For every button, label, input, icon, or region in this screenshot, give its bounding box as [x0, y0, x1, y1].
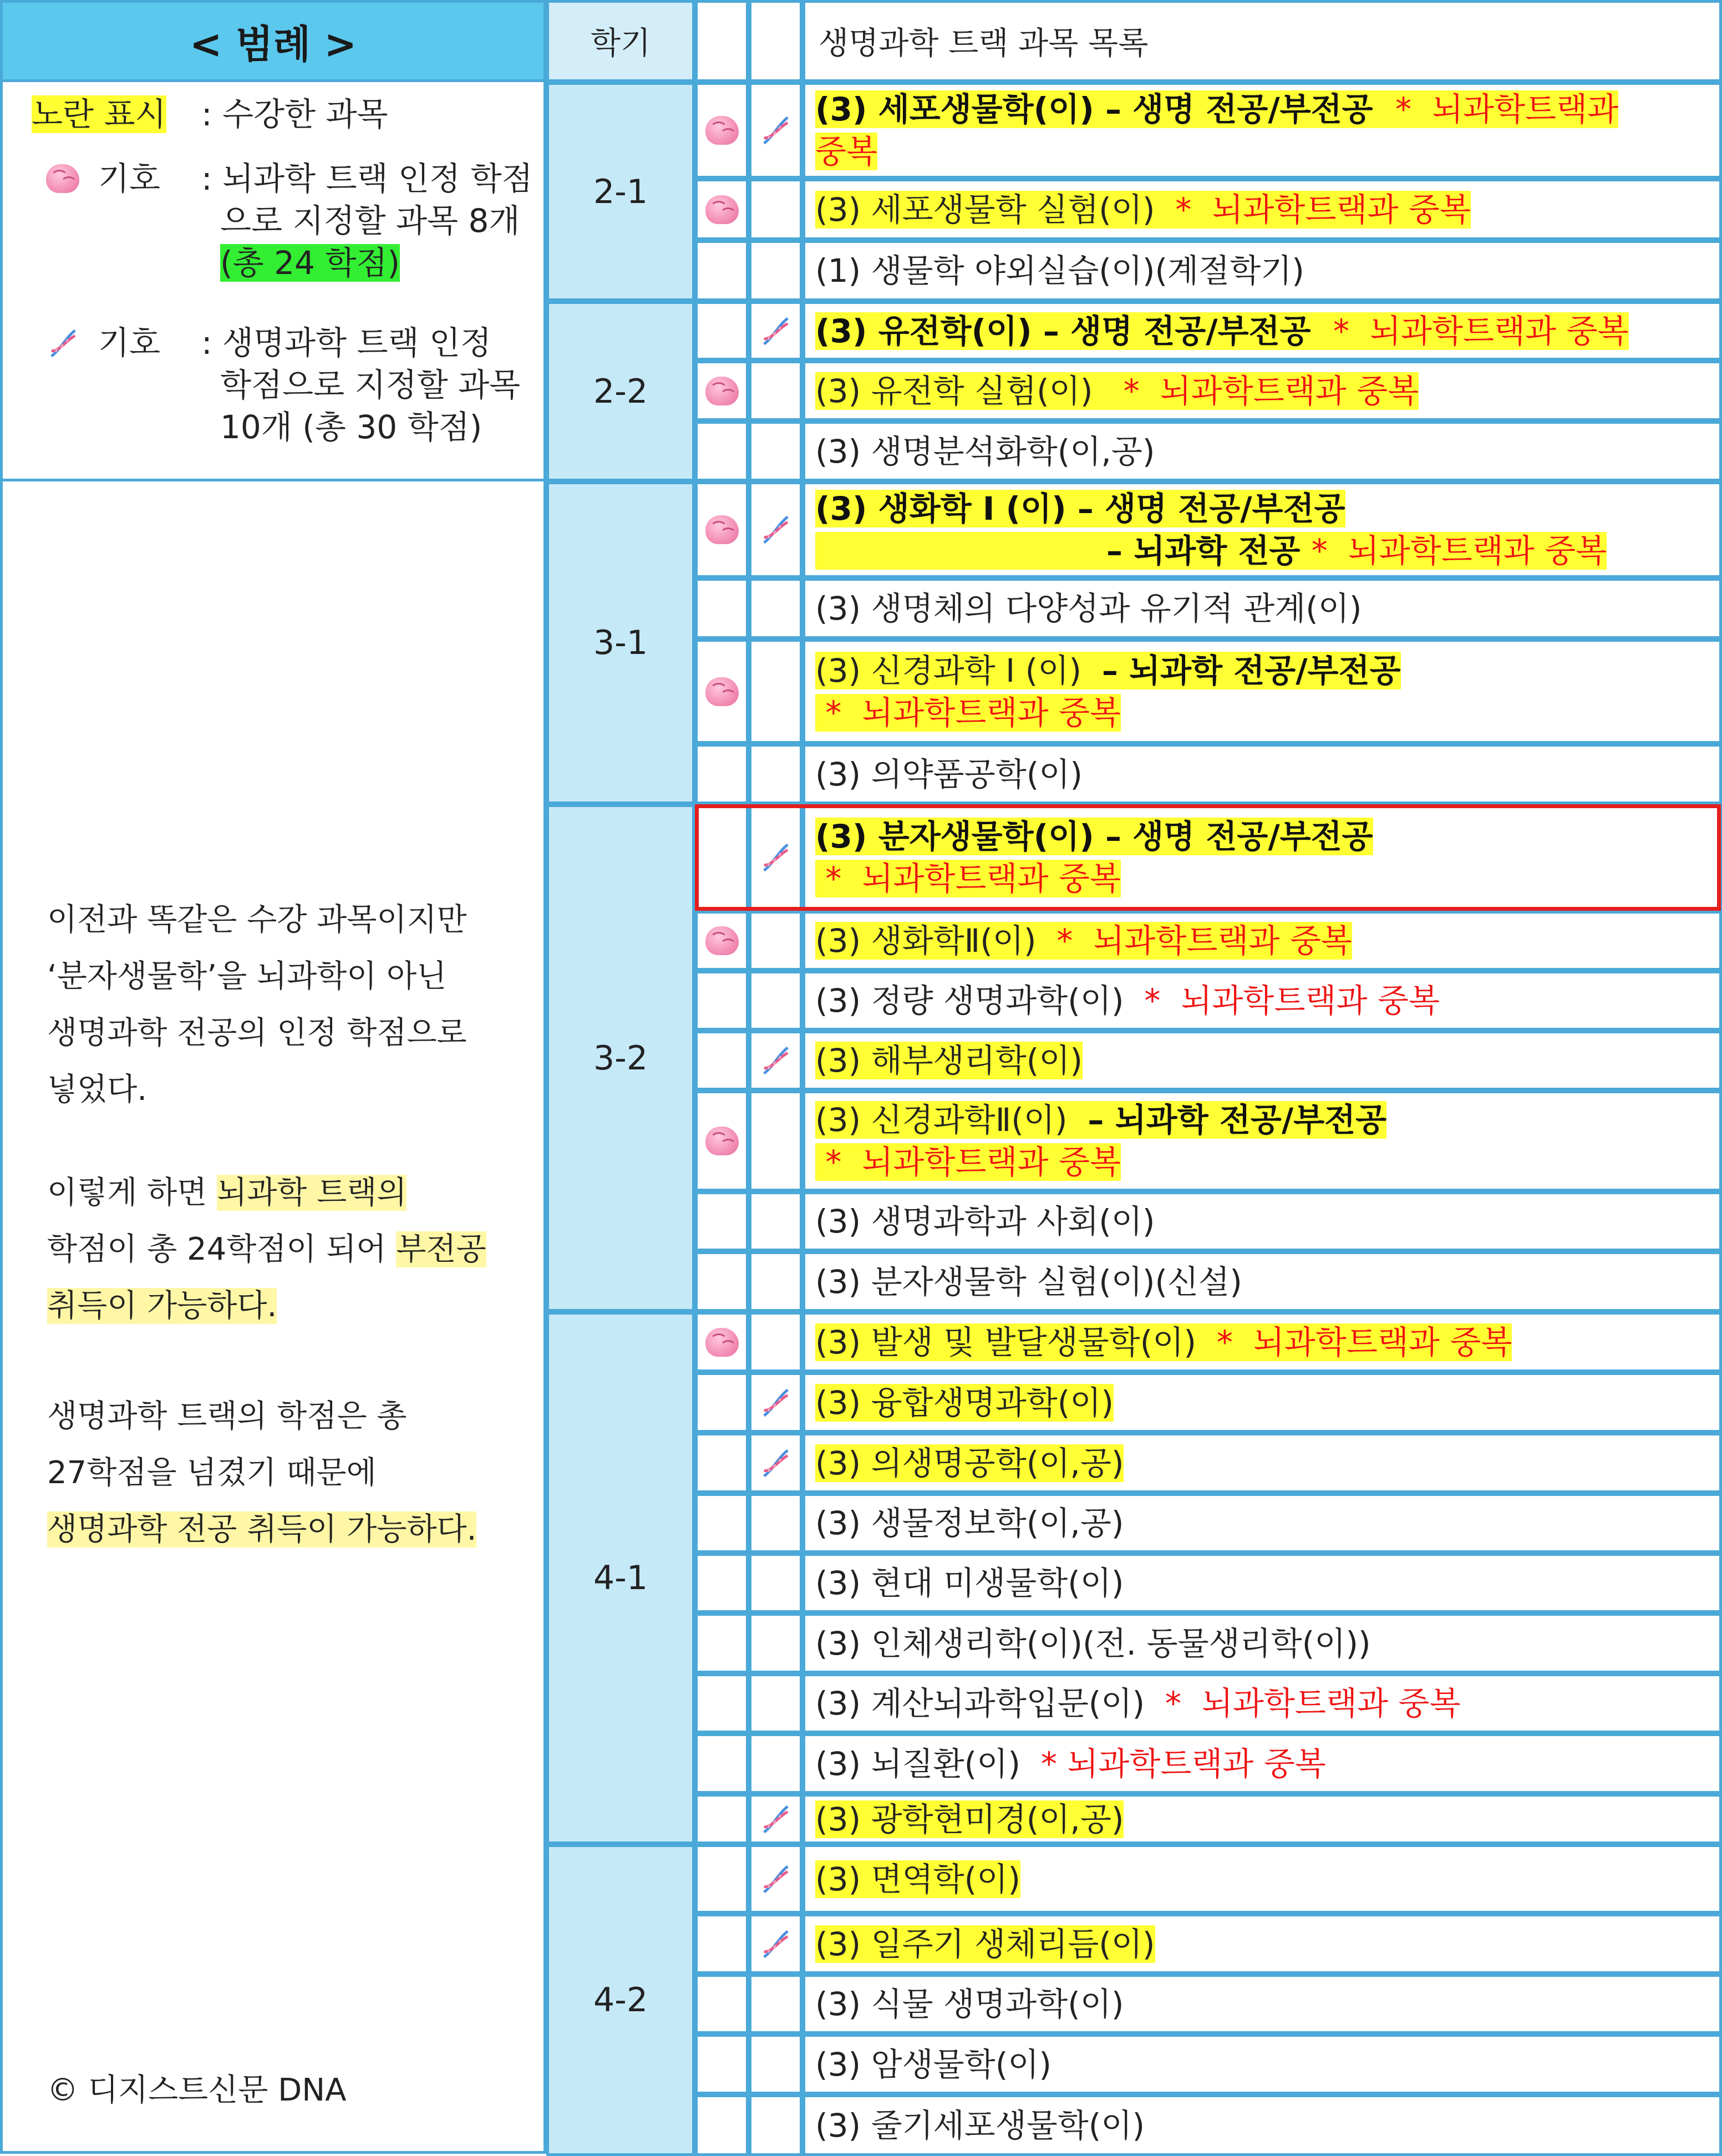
course-row — [802, 1974, 1722, 2034]
note-paragraph-1: 이전과 똑같은 수강 과목이지만 ‘분자생물학’을 뇌과학이 아닌 생명과학 전공의 인정 학점으로 넣었다. — [47, 902, 467, 1108]
course-name: – 뇌과학 전공/부전공 — [1101, 651, 1401, 689]
brain-mark-cell — [695, 361, 749, 421]
legend-brain-desc: : 뇌과학 트랙 인정 학점 으로 지정할 과목 8개 (총 24 학점) — [201, 160, 533, 282]
course-row — [802, 639, 1722, 744]
course-name: – 뇌과학 전공 — [815, 532, 1312, 570]
legend-yellow-desc: : 수강한 과목 — [201, 95, 388, 133]
notes-panel — [0, 481, 546, 2154]
dna-mark-cell — [749, 1673, 802, 1733]
course-row — [802, 1794, 1722, 1844]
semester-cell: 4-2 — [546, 1844, 695, 2156]
legend-panel — [0, 82, 546, 481]
course-name: (3) 줄기세포생물학(이) — [815, 2106, 1145, 2144]
course-line — [815, 2043, 1719, 2086]
course-name: (3) 융합생명과학(이) — [815, 1383, 1114, 1422]
course-name: (3) 생명과학과 사회(이) — [815, 1203, 1155, 1240]
course-row — [802, 1844, 1722, 1914]
course-name: (3) 유전학(이) – 생명 전공/부전공 — [815, 312, 1334, 350]
course-name: (3) 세포생물학(이) – 생명 전공/부전공 — [815, 90, 1396, 128]
course-line — [815, 650, 1719, 692]
course-line — [815, 1141, 1719, 1183]
dna-mark-cell — [749, 1844, 802, 1914]
brain-icon — [46, 164, 79, 193]
overlap-note: * 뇌과학트랙과 중복 — [1165, 1685, 1461, 1722]
semester-cell: 2-1 — [546, 82, 695, 301]
course-name: (3) 인체생리학(이)(전. 동물생리학(이)) — [815, 1624, 1371, 1662]
course-line — [815, 130, 1719, 173]
course-line — [815, 430, 1719, 473]
overlap-note: * 뇌과학트랙과 중복 — [1216, 1323, 1512, 1361]
dna-mark-cell — [749, 301, 802, 361]
selected-row-frame — [695, 804, 1721, 911]
course-row — [802, 1914, 1722, 1974]
note-paragraph-3: 생명과학 트랙의 학점은 총 27학점을 넘겼기 때문에 생명과학 전공 취득이 가능하다. — [47, 1398, 477, 1548]
brain-icon — [705, 195, 739, 224]
course-row — [802, 744, 1722, 804]
course-row — [802, 1312, 1722, 1372]
brain-icon — [705, 515, 739, 544]
course-name: (3) 분자생물학 실험(이)(신설) — [815, 1262, 1242, 1301]
dna-mark-cell — [749, 1433, 802, 1493]
course-line — [815, 1039, 1719, 1082]
overlap-note: * 뇌과학트랙과 중복 — [1175, 190, 1471, 229]
course-line — [815, 1622, 1719, 1665]
course-line — [815, 1923, 1719, 1965]
dna-mark-cell — [749, 179, 802, 240]
course-name: (1) 생물학 야외실습(이)(계절학기) — [815, 252, 1304, 290]
course-row — [802, 82, 1722, 179]
course-name: (3) 생명체의 다양성과 유기적 관계(이) — [815, 590, 1362, 627]
dna-mark-cell — [749, 1493, 802, 1553]
course-row — [802, 1191, 1722, 1251]
course-line — [815, 310, 1719, 352]
course-line — [815, 1562, 1719, 1604]
course-name: (3) 생화학Ⅱ(이) — [815, 922, 1057, 960]
brain-mark-cell — [695, 1493, 749, 1553]
dna-mark-cell — [749, 2094, 802, 2156]
dna-mark-cell — [749, 361, 802, 421]
course-name: (3) 생화학 I (이) – 생명 전공/부전공 — [815, 490, 1345, 527]
course-row — [802, 1613, 1722, 1673]
brain-mark-cell — [695, 421, 749, 481]
dna-icon — [759, 1446, 793, 1480]
course-line — [815, 2104, 1719, 2147]
overlap-note: * 뇌과학트랙과 중복 — [815, 860, 1121, 897]
legend-dna-icon — [46, 326, 80, 363]
dna-icon — [759, 513, 793, 547]
dna-mark-cell — [749, 1312, 802, 1372]
dna-icon — [759, 314, 793, 348]
course-line — [815, 88, 1719, 130]
course-line — [815, 530, 1719, 572]
brain-mark-cell — [695, 301, 749, 361]
course-line — [815, 1442, 1719, 1484]
course-row — [802, 2034, 1722, 2094]
course-row — [802, 361, 1722, 421]
semester-cell: 2-2 — [546, 301, 695, 481]
header-brain-col — [695, 0, 749, 82]
course-name: (3) 신경과학Ⅱ(이) — [815, 1101, 1088, 1139]
brain-mark-cell — [695, 1191, 749, 1251]
dna-mark-cell — [749, 481, 802, 578]
dna-mark-cell — [749, 1251, 802, 1312]
overlap-note: * 뇌과학트랙과 중복 — [1123, 372, 1419, 410]
legend-dna-desc: : 생명과학 트랙 인정 학점으로 지정할 과목 10개 (총 30 학점) — [201, 324, 521, 446]
course-name: (3) 분자생물학(이) – 생명 전공/부전공 — [815, 818, 1373, 855]
brain-mark-cell — [695, 2094, 749, 2156]
brain-icon — [705, 116, 739, 145]
course-name: (3) 일주기 생체리듬(이) — [815, 1925, 1155, 1963]
course-name: (3) 식물 생명과학(이) — [815, 1985, 1124, 2023]
dna-icon — [759, 1386, 793, 1420]
course-row — [802, 1673, 1722, 1733]
course-line — [815, 1682, 1719, 1724]
course-line — [815, 1200, 1719, 1242]
course-line — [815, 1858, 1719, 1900]
brain-mark-cell — [695, 639, 749, 744]
brain-mark-cell — [695, 1673, 749, 1733]
course-row — [802, 1251, 1722, 1312]
dna-mark-cell — [749, 240, 802, 301]
brain-mark-cell — [695, 578, 749, 639]
course-name: – 뇌과학 전공/부전공 — [1088, 1101, 1387, 1139]
legend-brain-credits: (총 24 학점) — [220, 244, 400, 282]
course-line — [815, 488, 1719, 530]
legend-brain-icon — [46, 164, 79, 193]
course-row — [802, 421, 1722, 481]
course-line — [815, 1798, 1719, 1840]
brain-icon — [705, 1328, 739, 1357]
brain-mark-cell — [695, 911, 749, 971]
brain-mark-cell — [695, 1553, 749, 1613]
brain-mark-cell — [695, 1090, 749, 1191]
course-row — [802, 578, 1722, 639]
overlap-note: 중복 — [815, 133, 878, 170]
course-line — [815, 980, 1719, 1022]
course-row — [802, 1372, 1722, 1433]
course-row — [802, 301, 1722, 361]
brain-mark-cell — [695, 2034, 749, 2094]
dna-mark-cell — [749, 1031, 802, 1090]
course-line — [815, 189, 1719, 231]
legend-dna-label: 기호 — [98, 324, 161, 362]
course-line — [815, 1321, 1719, 1363]
course-name: (3) 현대 미생물학(이) — [815, 1564, 1124, 1602]
brain-mark-cell — [695, 1372, 749, 1433]
course-name: (3) 광학현미경(이,공) — [815, 1800, 1124, 1838]
course-name: (3) 해부생리학(이) — [815, 1042, 1083, 1079]
course-name: (3) 정량 생명과학(이) — [815, 982, 1145, 1019]
dna-mark-cell — [749, 1372, 802, 1433]
brain-mark-cell — [695, 1251, 749, 1312]
brain-mark-cell — [695, 1844, 749, 1914]
brain-mark-cell — [695, 971, 749, 1031]
course-line — [815, 370, 1719, 412]
dna-mark-cell — [749, 1090, 802, 1191]
header-dna-col — [749, 0, 802, 82]
brain-mark-cell — [695, 1433, 749, 1493]
brain-mark-cell — [695, 1613, 749, 1673]
dna-mark-cell — [749, 82, 802, 179]
brain-mark-cell — [695, 1031, 749, 1090]
overlap-note: * 뇌과학트랙과 중복 — [815, 1143, 1121, 1181]
brain-mark-cell — [695, 1914, 749, 1974]
course-row — [802, 1031, 1722, 1090]
course-row — [802, 240, 1722, 301]
dna-mark-cell — [749, 1191, 802, 1251]
dna-icon — [759, 1802, 793, 1837]
overlap-note: * 뇌과학트랙과 중복 — [1333, 312, 1629, 350]
dna-mark-cell — [749, 2034, 802, 2094]
legend-yellow-label: 노란 표시 — [32, 95, 166, 133]
header-courses: 생명과학 트랙 과목 목록 — [802, 0, 1722, 82]
course-name: (3) 뇌질환(이) — [815, 1744, 1041, 1783]
course-row — [802, 179, 1722, 240]
overlap-note: * 뇌과학트랙과 — [1395, 90, 1619, 128]
course-name: (3) 생명분석화학(이,공) — [815, 432, 1155, 470]
brain-mark-cell — [695, 481, 749, 578]
course-line — [815, 1743, 1719, 1785]
dna-mark-cell — [749, 744, 802, 804]
dna-mark-cell — [749, 639, 802, 744]
dna-mark-cell — [749, 421, 802, 481]
dna-mark-cell — [749, 1974, 802, 2034]
course-row — [802, 1090, 1722, 1191]
overlap-note: * 뇌과학트랙과 중복 — [1040, 1744, 1326, 1783]
brain-mark-cell — [695, 1312, 749, 1372]
dna-mark-cell — [749, 911, 802, 971]
course-name: (3) 유전학 실험(이) — [815, 372, 1124, 410]
course-name: (3) 계산뇌과학입문(이) — [815, 1685, 1165, 1722]
dna-icon — [759, 1043, 793, 1078]
course-name: (3) 세포생물학 실험(이) — [815, 190, 1176, 229]
course-row — [802, 971, 1722, 1031]
semester-cell: 4-1 — [546, 1312, 695, 1844]
course-row — [802, 1493, 1722, 1553]
dna-icon — [759, 113, 793, 148]
course-row — [802, 481, 1722, 578]
semester-cell: 3-1 — [546, 481, 695, 804]
dna-icon — [759, 1927, 793, 1961]
course-line — [815, 1382, 1719, 1424]
dna-mark-cell — [749, 578, 802, 639]
course-line — [815, 1983, 1719, 2025]
dna-mark-cell — [749, 971, 802, 1031]
course-line — [815, 920, 1719, 962]
brain-icon — [705, 677, 739, 706]
course-name: (3) 신경과학 I (이) — [815, 651, 1102, 689]
course-line — [815, 1099, 1719, 1141]
brain-mark-cell — [695, 744, 749, 804]
legend-title: < 범례 > — [0, 0, 546, 82]
course-line — [815, 587, 1719, 630]
overlap-note: * 뇌과학트랙과 중복 — [1056, 922, 1352, 960]
dna-mark-cell — [749, 1553, 802, 1613]
brain-mark-cell — [695, 179, 749, 240]
course-row — [802, 1553, 1722, 1613]
dna-mark-cell — [749, 1613, 802, 1673]
brain-mark-cell — [695, 1974, 749, 2034]
course-row — [802, 2094, 1722, 2156]
course-name: (3) 의생명공학(이,공) — [815, 1444, 1124, 1482]
course-line — [815, 1502, 1719, 1544]
course-line — [815, 753, 1719, 795]
overlap-note: * 뇌과학트랙과 중복 — [1311, 532, 1607, 570]
brain-mark-cell — [695, 1794, 749, 1844]
course-name: (3) 의약품공학(이) — [815, 755, 1083, 793]
course-line — [815, 250, 1719, 292]
course-row — [802, 911, 1722, 971]
course-name: (3) 면역학(이) — [815, 1860, 1020, 1898]
dna-mark-cell — [749, 1794, 802, 1844]
brain-icon — [705, 377, 739, 405]
brain-mark-cell — [695, 1733, 749, 1794]
course-row — [802, 1433, 1722, 1493]
course-line — [815, 692, 1719, 734]
legend-brain-label: 기호 — [98, 160, 161, 197]
dna-icon — [759, 1862, 793, 1896]
header-semester: 학기 — [546, 0, 695, 82]
course-name: (3) 생물정보학(이,공) — [815, 1504, 1124, 1542]
brain-mark-cell — [695, 82, 749, 179]
brain-icon — [705, 1127, 739, 1155]
semester-cell: 3-2 — [546, 804, 695, 1312]
brain-icon — [705, 926, 739, 955]
course-row — [802, 1733, 1722, 1794]
course-name: (3) 발생 및 발달생물학(이) — [815, 1323, 1217, 1361]
note-paragraph-2: 이렇게 하면 뇌과학 트랙의 학점이 총 24학점이 되어 부전공 취득이 가능하다. — [47, 1175, 486, 1324]
dna-mark-cell — [749, 1914, 802, 1974]
course-name: (3) 암생물학(이) — [815, 2045, 1052, 2083]
copyright: © 디지스트신문 DNA — [47, 2072, 347, 2108]
course-line — [815, 1261, 1719, 1303]
overlap-note: * 뇌과학트랙과 중복 — [815, 693, 1121, 732]
brain-mark-cell — [695, 240, 749, 301]
dna-icon — [46, 326, 80, 361]
dna-mark-cell — [749, 1733, 802, 1794]
overlap-note: * 뇌과학트랙과 중복 — [1144, 982, 1440, 1019]
